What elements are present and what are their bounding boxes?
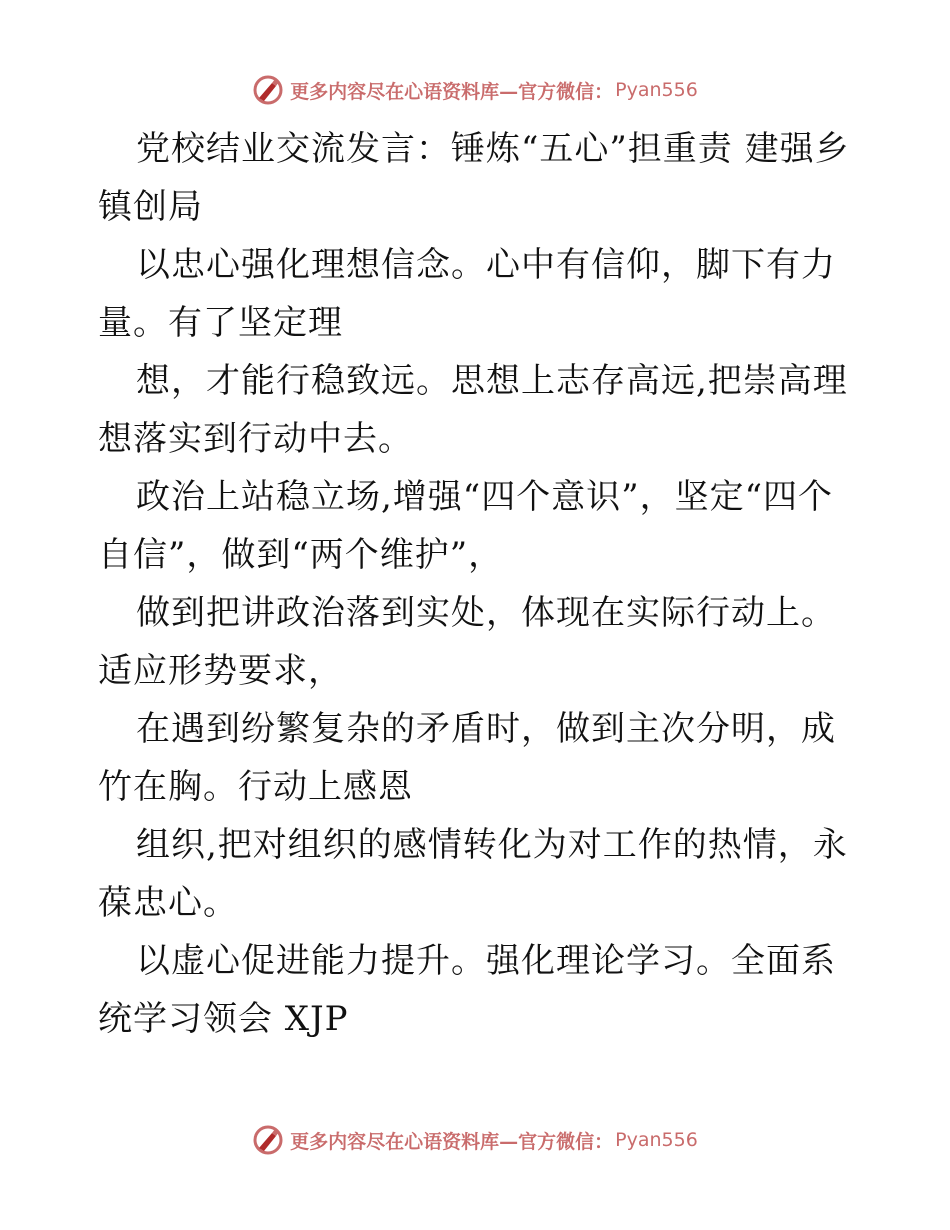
document-paragraph: 组织,把对组织的感情转化为对工作的热情，永葆忠心。: [98, 825, 848, 923]
footer-watermark-banner: [0, 1120, 950, 1160]
document-paragraph: 做到把讲政治落到实处，体现在实际行动上。适应形势要求，: [98, 593, 836, 691]
document-paragraph: 想，才能行稳致远。思想上志存高远,把崇高理想落实到行动中去。: [98, 361, 848, 459]
document-paragraph: 以忠心强化理想信念。心中有信仰，脚下有力量。有了坚定理: [98, 245, 836, 343]
pen-logo-icon: [252, 74, 284, 106]
header-wechat-handle: Pyan556: [615, 79, 698, 101]
footer-wechat-handle: Pyan556: [615, 1129, 698, 1151]
document-paragraph: 在遇到纷繁复杂的矛盾时，做到主次分明，成竹在胸。行动上感恩: [98, 709, 836, 807]
document-paragraph: 政治上站稳立场,增强“四个意识”，坚定“四个自信”，做到“两个维护”，: [98, 477, 833, 575]
footer-brand-text: 更多内容尽在心语资料库—官方微信：: [290, 1130, 614, 1153]
header-watermark-banner: [0, 70, 950, 110]
pen-logo-icon: [252, 1124, 284, 1156]
document-paragraph: 以虚心促进能力提升。强化理论学习。全面系统学习领会 XJP: [98, 941, 836, 1039]
header-brand-text: 更多内容尽在心语资料库—官方微信：: [290, 80, 614, 103]
document-title-paragraph: 党校结业交流发言：锤炼“五心”担重责 建强乡镇创局: [98, 129, 850, 227]
document-body: [98, 120, 858, 1048]
